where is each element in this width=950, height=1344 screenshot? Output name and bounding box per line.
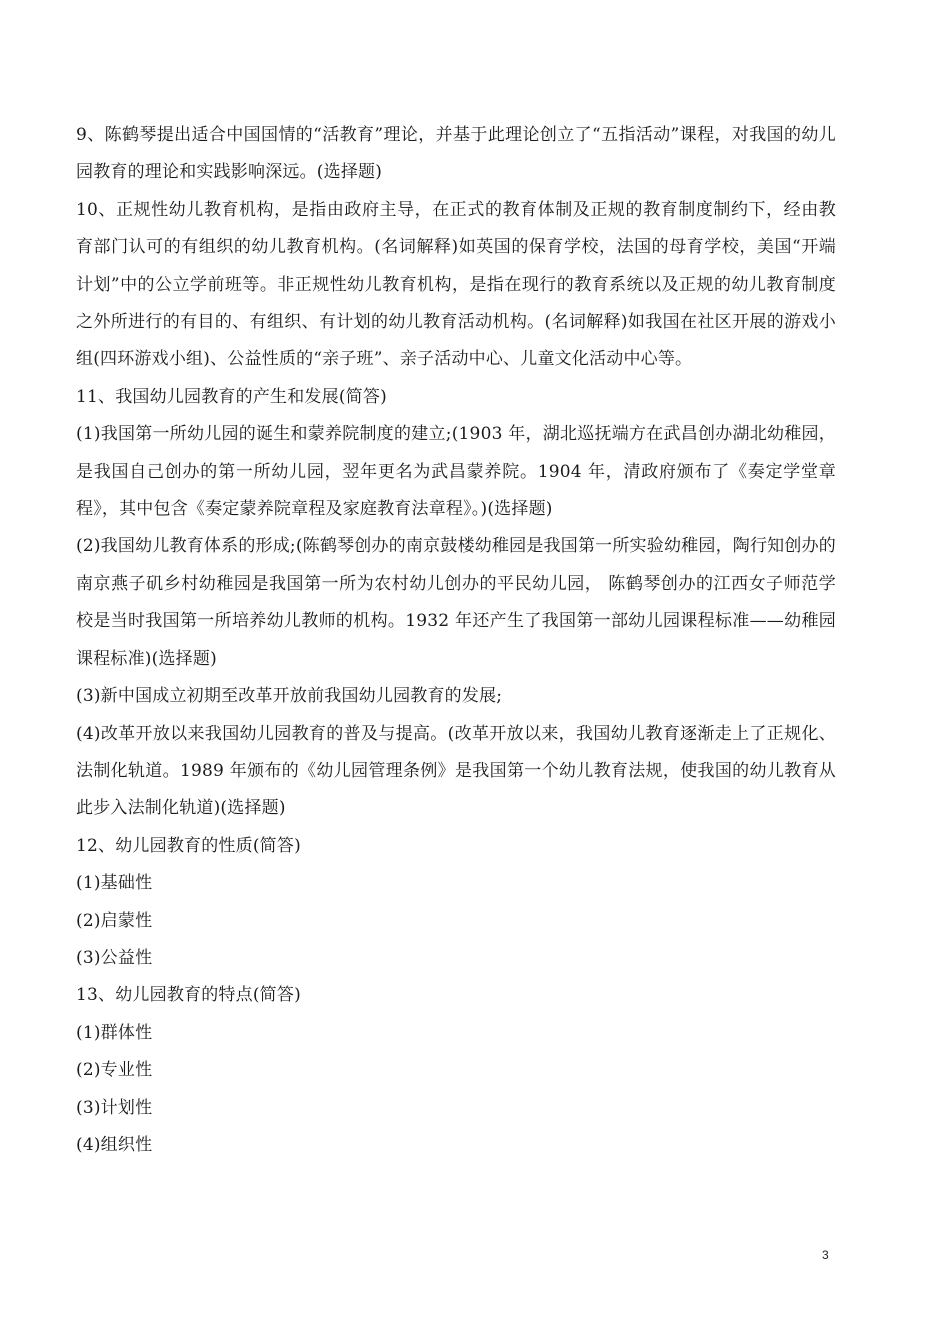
paragraph-item-9-huo-jiaoyu: 9、陈鹤琴提出适合中国国情的“活教育”理论，并基于此理论创立了“五指活动”课程，对我国的幼儿园教育的理论和实践影响深远。(选择题)	[76, 125, 836, 183]
list-item-12-2: (2)启蒙性	[76, 910, 153, 931]
page-number: 3	[822, 1248, 829, 1262]
list-item-13-3: (3)计划性	[76, 1097, 153, 1118]
list-item-13-2: (2)专业性	[76, 1060, 153, 1081]
section-heading-13: 13、幼儿园教育的特点(简答)	[76, 985, 301, 1006]
section-heading-12: 12、幼儿园教育的性质(简答)	[76, 835, 301, 856]
list-item-12-3: (3)公益性	[76, 947, 153, 968]
list-item-11-2: (2)我国幼儿教育体系的形成;(陈鹤琴创办的南京鼓楼幼稚园是我国第一所实验幼稚园，陶行知创办的南京燕子矶乡村幼稚园是我国第一所为农村幼儿创办的平民幼儿园， 陈鹤琴创办的江西女子师范学校是当时我国第一所培养幼儿教师的机构。1932 年还产生了我国第一部幼儿园课程标准——幼稚园课程标准)(选择题)	[76, 536, 836, 669]
list-item-11-3: (3)新中国成立初期至改革开放前我国幼儿园教育的发展;	[76, 686, 503, 707]
document-body	[76, 117, 836, 1164]
list-item-11-1: (1)我国第一所幼儿园的诞生和蒙养院制度的建立;(1903 年，湖北巡抚端方在武昌创办湖北幼稚园，是我国自己创办的第一所幼儿园，翌年更名为武昌蒙养院。1904 年，清政府颁布了《奏定学堂章程》，其中包含《奏定蒙养院章程及家庭教育法章程》。)(选择题)	[76, 424, 836, 520]
section-heading-11: 11、我国幼儿园教育的产生和发展(简答)	[76, 386, 387, 407]
list-item-13-4: (4)组织性	[76, 1134, 153, 1155]
list-item-13-1: (1)群体性	[76, 1022, 153, 1043]
list-item-12-1: (1)基础性	[76, 873, 153, 894]
list-item-11-4: (4)改革开放以来我国幼儿园教育的普及与提高。(改革开放以来，我国幼儿教育逐渐走上了正规化、法制化轨道。1989 年颁布的《幼儿园管理条例》是我国第一个幼儿教育法规，使我国的幼儿教育从此步入法制化轨道)(选择题)	[76, 723, 836, 819]
paragraph-item-10-institutions: 10、正规性幼儿教育机构，是指由政府主导，在正式的教育体制及正规的教育制度制约下，经由教育部门认可的有组织的幼儿教育机构。(名词解释)如英国的保育学校，法国的母育学校，美国“开端计划”中的公立学前班等。非正规性幼儿教育机构，是指在现行的教育系统以及正规的幼儿教育制度之外所进行的有目的、有组织、有计划的幼儿教育活动机构。(名词解释)如我国在社区开展的游戏小组(四环游戏小组)、公益性质的“亲子班”、亲子活动中心、儿童文化活动中心等。	[76, 199, 836, 370]
